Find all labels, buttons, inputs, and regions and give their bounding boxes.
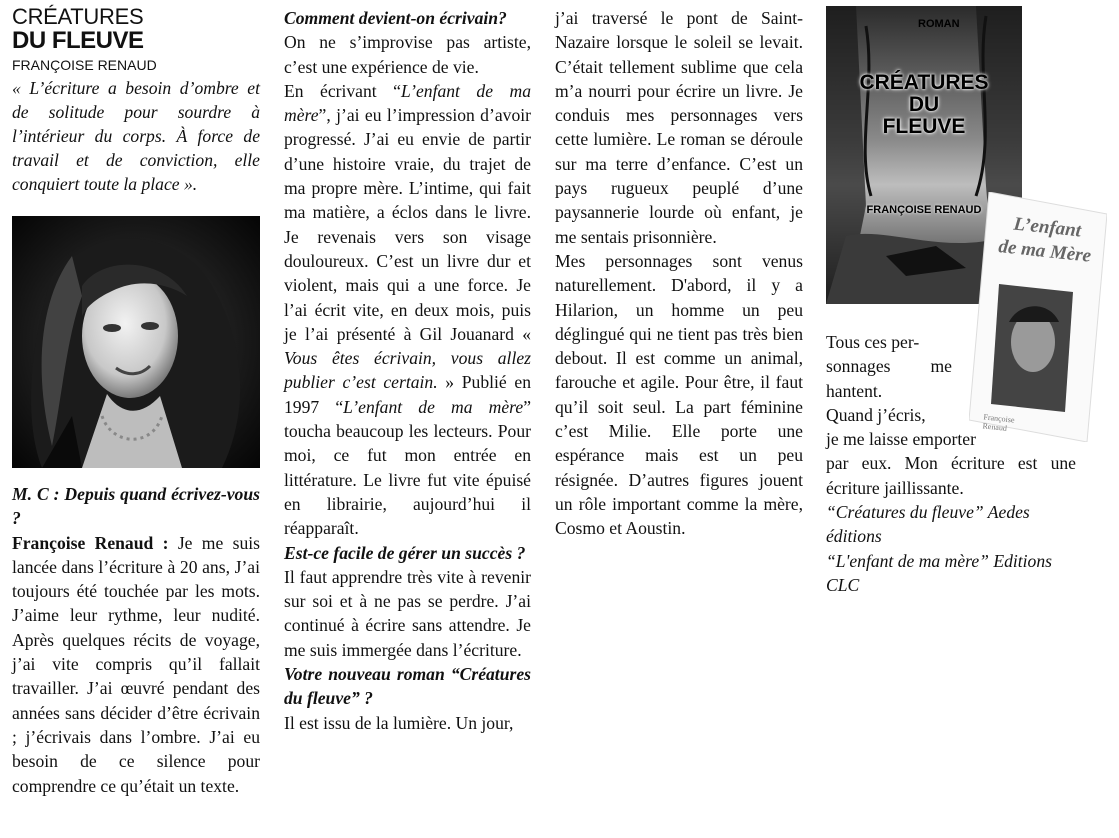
- interview-col1: [12, 482, 260, 798]
- a6-rest: par eux. Mon écriture est une écriture jaillissante.: [826, 453, 1076, 498]
- answer-speaker: Françoise Renaud :: [12, 532, 169, 553]
- cover1-title: CRÉATURES DU FLEUVE: [859, 71, 989, 138]
- book-ref-1: “Créatures du fleuve” Aedes éditions: [826, 502, 1030, 547]
- column-1: [12, 6, 260, 196]
- question-1: M. C : Depuis quand écrivez-vous ?: [12, 484, 260, 529]
- cover1-label: ROMAN: [918, 18, 960, 30]
- a6-line4: Quand j’écris,: [826, 404, 926, 425]
- a6-line3: hantent.: [826, 380, 883, 401]
- question-2: Comment devient-on écrivain?: [284, 8, 507, 28]
- cover2-title: L’enfant de ma Mère: [997, 213, 1093, 267]
- question-4: Votre nouveau roman “Créatures du fleuve” ?: [284, 664, 531, 709]
- cover2-author: Françoise Renaud: [982, 412, 1015, 433]
- column-4: [826, 330, 1076, 597]
- column-2: [284, 6, 531, 735]
- answer-2a: On ne s’improvise pas artiste, c’est une expérience de vie.: [284, 32, 531, 77]
- header-kicker: CRÉATURES: [12, 4, 144, 29]
- a6-line2: sonnages me: [826, 356, 952, 377]
- column-3: [555, 6, 803, 541]
- answer-5: Mes personnages sont venus naturellement. D'abord, il y a Hilarion, un homme un peu déglingué qui ne tient pas très bien debout. Il est comme un animal, farouche et agile. Pour être, il faut qu’il soit seul. La part féminine c’est Milie. Elle porte une espérance mais est un peu résignée. D’autres figures jouent un rôle important comme la mère, Cosmo et Aoustin.: [555, 250, 803, 539]
- cover1-author: FRANÇOISE RENAUD: [866, 204, 982, 216]
- a6-line5: je me laisse emporter: [826, 429, 976, 450]
- answer-2b: En écrivant “L’enfant de ma mère”, j’ai eu l’impression d’avoir progressé. J’ai eu envie de partir d’une histoire vraie, du trajet de ma propre mère. L’intime, qui fait ma matière, a éclos dans le livre. Je revenais vers son visage douloureux. C’est un livre dur et violent, mais qui a une force. Je l’ai écrit vite, en deux mois, puis je l’ai présenté à Gil Jouanard « Vous êtes écrivain, vous allez publier c’est certain. » Publié en 1997 “L’enfant de ma mère” toucha beaucoup les lecteurs. Pour moi, ce fut mon entrée en littérature. Le livre fut vite épuisé en librairie, aujourd’hui il réapparaît.: [284, 80, 531, 539]
- author-byline: FRANÇOISE RENAUD: [12, 57, 157, 73]
- answer-1: Françoise Renaud : Je me suis lancée dans l’écriture à 20 ans, J’ai toujours été touchée par les mots. J’aime leur rythme, leur nudité. Après quelques récits de voyage, j’ai vite compris qu’il fallait travailler. J’ai œuvré pendant des années sans décider d’être écrivain ; j’écrivais dans l’ombre. J’ai eu besoin de ce silence pour comprendre ce qu’était un texte.: [12, 532, 261, 796]
- author-photo: [12, 216, 260, 468]
- answer-3: Il faut apprendre très vite à revenir sur soi et à ne pas se perdre. J’ai continué à écrire sans attendre. Je me suis immergée dans l’écriture.: [284, 566, 531, 660]
- pull-quote: « L’écriture a besoin d’ombre et de solitude pour sourdre à l’intérieur du corps. À force de travail et de conviction, elle conquiert toute la place ».: [12, 78, 260, 194]
- pull-quote-text: L’écriture a besoin d’ombre et de solitude pour sourdre à l’intérieur du corps. À force de travail et de conviction, elle conquiert toute la place: [12, 78, 260, 194]
- question-3: Est-ce facile de gérer un succès ?: [284, 542, 526, 563]
- book-ref-2: “L'enfant de ma mère” Editions CLC: [826, 550, 1052, 595]
- article-title: DU FLEUVE: [12, 27, 144, 54]
- answer-4-cont: j’ai traversé le pont de Saint-Nazaire lorsque le soleil se levait. C’était tellement sublime que cela m’a nourri pour écrire un livre. Je conduis mes personnages vers cette lumière. Le roman se déroule sur ma terre d’enfance. C’est un pays rugueux peuplé d’une paysannerie lourde où enfant, je me sentais prisonnière.: [555, 8, 803, 247]
- answer-4-start: Il est issu de la lumière. Un jour,: [284, 712, 514, 733]
- a6-line1: Tous ces per-: [826, 332, 920, 352]
